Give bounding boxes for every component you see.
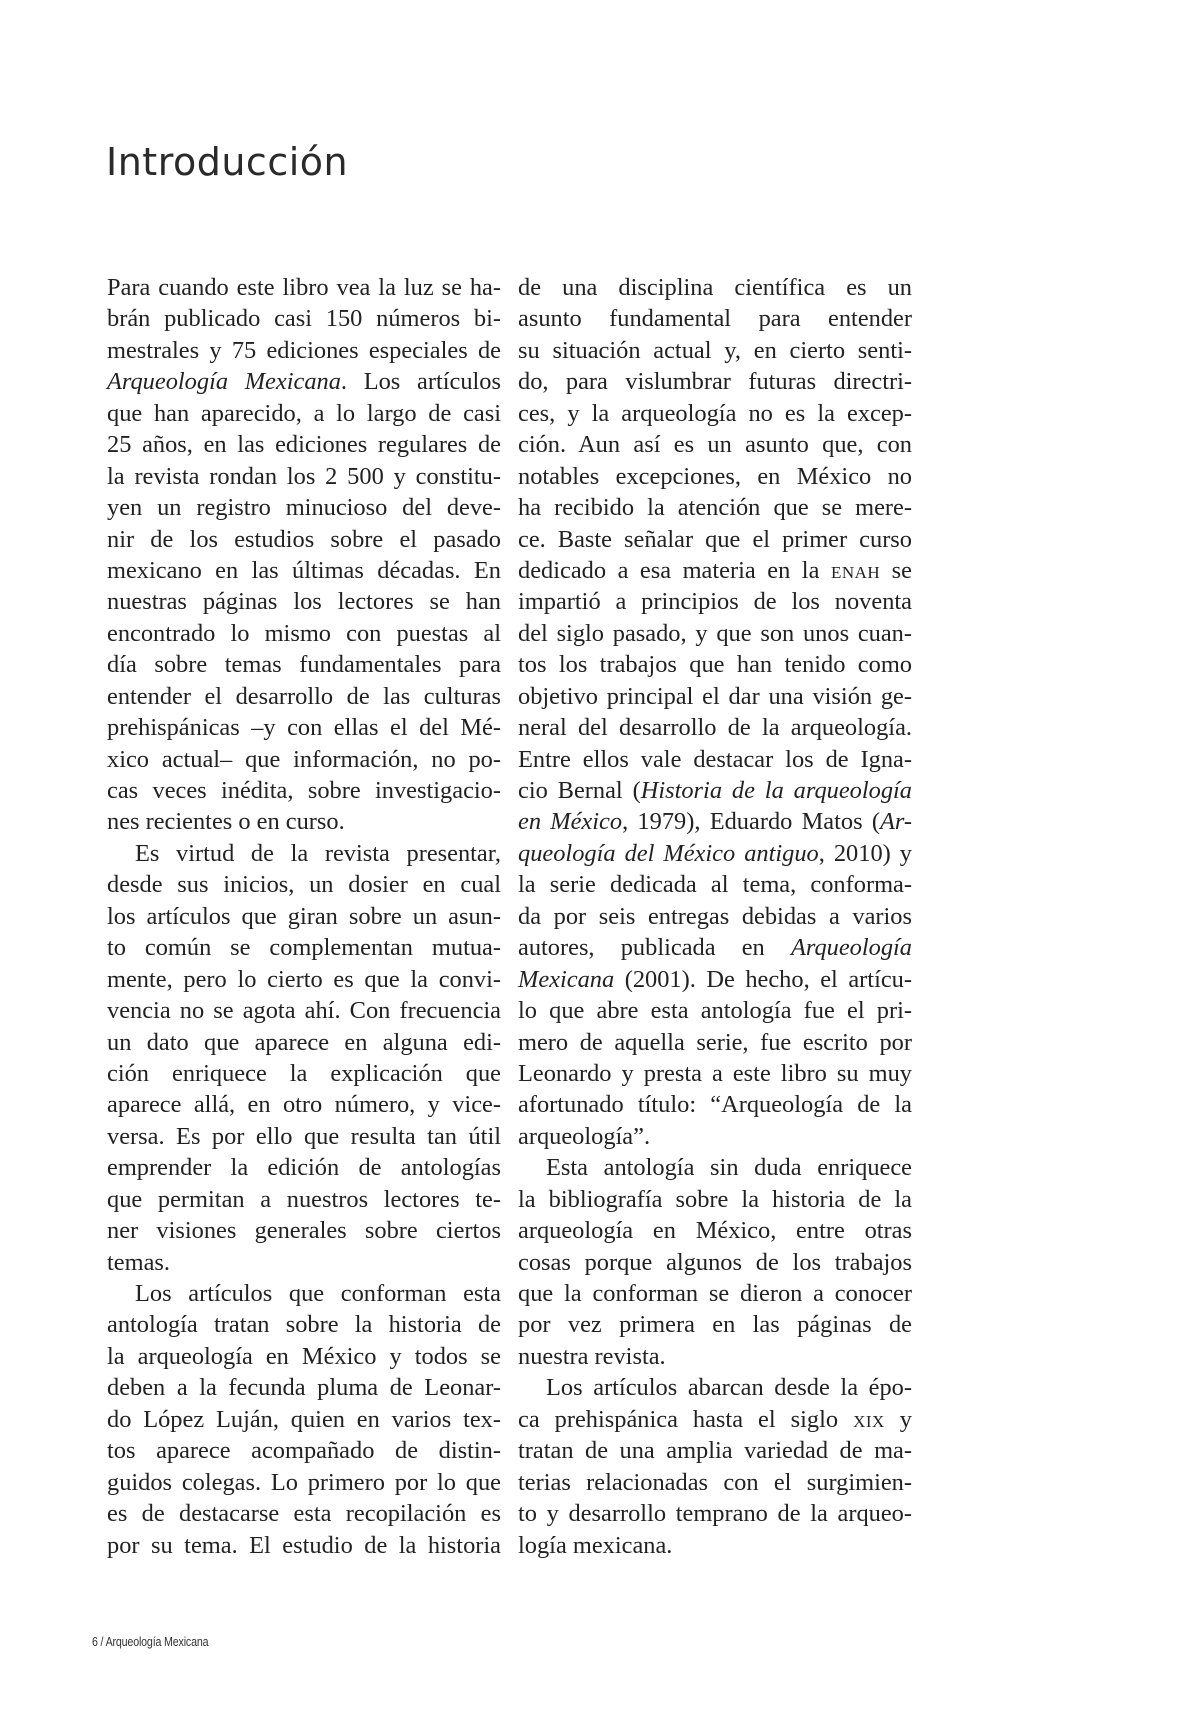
text-segment: encontrado lo mismo con puestas al xyxy=(107,619,501,647)
text-line xyxy=(107,303,501,334)
page-footer: 6 / Arqueología Mexicana xyxy=(92,1634,209,1649)
text-segment: tos los trabajos que han tenido como xyxy=(518,651,912,679)
text-segment: Los artículos abarcan desde la épo- xyxy=(546,1374,912,1402)
text-segment: mestrales y 75 ediciones especiales de xyxy=(107,336,501,364)
text-line xyxy=(518,586,912,617)
text-line xyxy=(107,806,501,837)
text-line xyxy=(518,744,912,775)
text-segment: nir de los estudios sobre el pasado xyxy=(107,525,501,553)
text-segment: da por seis entregas debidas a varios xyxy=(518,902,912,930)
text-line xyxy=(107,555,501,586)
text-segment: emprender la edición de antologías xyxy=(107,1154,501,1182)
text-line xyxy=(518,524,912,555)
text-segment: arqueología”. xyxy=(518,1122,651,1150)
text-line xyxy=(518,1058,912,1089)
text-line xyxy=(107,649,501,680)
italic-text: Historia de la arqueología xyxy=(640,777,912,804)
text-line xyxy=(518,1121,912,1152)
text-line xyxy=(518,964,912,995)
text-segment: es de destacarse esta recopilación es xyxy=(107,1500,501,1528)
text-segment: se xyxy=(880,556,913,584)
text-line xyxy=(518,1215,912,1246)
text-line xyxy=(107,901,501,932)
text-segment: to común se complementan mutua- xyxy=(107,934,501,962)
text-line xyxy=(107,995,501,1026)
text-line xyxy=(518,712,912,743)
text-segment: terias relacionadas con el surgimien- xyxy=(518,1468,912,1496)
text-segment: Para cuando este libro vea la luz se ha- xyxy=(107,274,501,301)
text-line xyxy=(518,775,912,806)
text-segment: de una disciplina científica es un xyxy=(518,274,912,301)
text-segment: aparece allá, en otro número, y vice- xyxy=(107,1091,501,1119)
text-line xyxy=(107,1121,501,1152)
text-line xyxy=(518,1152,912,1183)
text-segment: prehispánicas –y con ellas el del Mé- xyxy=(107,714,501,742)
text-line xyxy=(107,775,501,806)
text-line xyxy=(518,398,912,429)
italic-text: Arqueología xyxy=(790,934,912,962)
text-segment: (2001). De hecho, el artícu- xyxy=(614,965,912,993)
text-segment: la revista rondan los 2 500 y constitu- xyxy=(107,462,501,490)
text-line xyxy=(107,618,501,649)
text-line xyxy=(518,1341,912,1372)
text-line xyxy=(518,838,912,869)
text-segment: xico actual– que información, no po- xyxy=(107,745,501,773)
text-segment: arqueología en México, entre otras xyxy=(518,1217,912,1245)
italic-text: queología del México antiguo xyxy=(518,839,819,867)
text-line xyxy=(107,712,501,743)
text-line xyxy=(518,1372,912,1403)
text-line xyxy=(107,1530,501,1561)
text-line xyxy=(518,869,912,900)
text-segment: por vez primera en las páginas de xyxy=(518,1311,912,1339)
text-line xyxy=(107,524,501,555)
text-segment: asunto fundamental para entender xyxy=(518,305,912,333)
text-segment: autores, publicada en xyxy=(518,934,791,962)
text-segment: neral del desarrollo de la arqueología. xyxy=(518,714,912,742)
text-segment: que la conforman se dieron a conocer xyxy=(518,1280,912,1307)
text-segment: to y desarrollo temprano de la arqueo- xyxy=(518,1500,912,1528)
text-line xyxy=(107,1435,501,1466)
text-segment: la bibliografía sobre la historia de la xyxy=(518,1185,912,1213)
text-line xyxy=(107,1058,501,1089)
text-line xyxy=(107,1247,501,1278)
text-segment: temas. xyxy=(107,1248,170,1276)
text-segment: do López Luján, quien en varios tex- xyxy=(107,1405,501,1433)
text-segment: entender el desarrollo de las culturas xyxy=(107,682,501,710)
text-line xyxy=(518,1467,912,1498)
text-segment: del siglo pasado, y que son unos cuan- xyxy=(518,619,912,647)
text-segment: ción. Aun así es un asunto que, con xyxy=(518,431,912,459)
text-line xyxy=(518,649,912,680)
text-line xyxy=(518,901,912,932)
text-line xyxy=(518,1435,912,1466)
text-segment: nuestras páginas los lectores se han xyxy=(107,588,501,616)
text-segment: guidos colegas. Lo primero por lo que xyxy=(107,1468,501,1496)
text-line xyxy=(518,1498,912,1529)
text-line xyxy=(107,429,501,460)
text-segment: afortunado título: “Arqueología de la xyxy=(518,1091,912,1119)
text-line xyxy=(518,1247,912,1278)
text-line xyxy=(518,1089,912,1120)
text-segment: que han aparecido, a lo largo de casi xyxy=(107,399,501,427)
text-line xyxy=(518,429,912,460)
italic-text: Mexicana xyxy=(518,965,615,993)
text-segment: la arqueología en México y todos se xyxy=(107,1342,501,1370)
text-segment: ces, y la arqueología no es la excep- xyxy=(518,399,912,427)
text-line xyxy=(107,1309,501,1340)
text-line xyxy=(518,272,912,303)
text-segment: cosas porque algunos de los trabajos xyxy=(518,1248,912,1276)
text-line xyxy=(518,806,912,837)
text-line xyxy=(107,681,501,712)
text-line xyxy=(518,681,912,712)
text-segment: por su tema. El estudio de la historia xyxy=(107,1531,501,1559)
smallcaps-text: enah xyxy=(830,556,881,584)
text-segment: la serie dedicada al tema, conforma- xyxy=(518,871,912,899)
text-line xyxy=(107,1027,501,1058)
text-segment: mexicano en las últimas décadas. En xyxy=(107,556,501,584)
text-segment: logía mexicana. xyxy=(518,1531,673,1559)
italic-text: Arqueología Mexicana xyxy=(107,368,341,396)
text-segment: . Los artículos xyxy=(340,368,501,396)
text-line xyxy=(518,335,912,366)
text-line xyxy=(518,1530,912,1561)
text-segment: y xyxy=(884,1405,912,1433)
text-segment: desde sus inicios, un dosier en cual xyxy=(107,871,501,899)
text-line xyxy=(107,461,501,492)
text-segment: un dato que aparece en alguna edi- xyxy=(107,1028,501,1056)
text-segment: ce. Baste señalar que el primer curso xyxy=(518,525,912,553)
text-line xyxy=(518,492,912,523)
text-segment: Leonardo y presta a este libro su muy xyxy=(518,1059,912,1087)
page-title: Introducción xyxy=(106,140,349,184)
text-segment: lo que abre esta antología fue el pri- xyxy=(518,997,912,1025)
text-line xyxy=(107,1152,501,1183)
text-line xyxy=(518,1278,912,1309)
text-line xyxy=(107,1341,501,1372)
text-segment: ca prehispánica hasta el siglo xyxy=(518,1405,854,1433)
text-line xyxy=(107,1372,501,1403)
text-segment: que permitan a nuestros lectores te- xyxy=(107,1185,501,1213)
text-segment: ción enriquece la explicación que xyxy=(107,1059,501,1087)
text-segment: deben a la fecunda pluma de Leonar- xyxy=(107,1374,501,1402)
text-line xyxy=(518,995,912,1026)
text-line xyxy=(107,1089,501,1120)
text-column-left xyxy=(107,272,501,1561)
text-segment: Entre ellos vale destacar los de Igna- xyxy=(518,745,912,773)
smallcaps-text: xix xyxy=(853,1405,885,1433)
text-segment: 25 años, en las ediciones regulares de xyxy=(107,431,501,459)
text-line xyxy=(518,1309,912,1340)
text-line xyxy=(107,1184,501,1215)
text-line xyxy=(107,932,501,963)
text-column-right xyxy=(518,272,912,1561)
text-line xyxy=(107,964,501,995)
text-line xyxy=(107,1498,501,1529)
text-line xyxy=(107,1278,501,1309)
text-segment: su situación actual y, en cierto senti- xyxy=(518,336,912,364)
text-line xyxy=(518,461,912,492)
text-segment: , 1979), Eduardo Matos ( xyxy=(622,808,880,836)
text-segment: día sobre temas fundamentales para xyxy=(107,651,501,679)
text-segment: do, para vislumbrar futuras directri- xyxy=(518,368,912,396)
text-line xyxy=(518,1404,912,1435)
text-segment: ha recibido la atención que se mere- xyxy=(518,494,912,522)
text-segment: Es virtud de la revista presentar, xyxy=(135,839,501,867)
text-segment: cas veces inédita, sobre investigacio- xyxy=(107,777,501,804)
text-line xyxy=(107,586,501,617)
text-segment: ner visiones generales sobre ciertos xyxy=(107,1217,501,1245)
text-line xyxy=(518,555,912,586)
text-segment: nes recientes o en curso. xyxy=(107,808,345,836)
text-segment: nuestra revista. xyxy=(518,1342,666,1370)
text-segment: brán publicado casi 150 números bi- xyxy=(107,305,501,333)
text-segment: yen un registro minucioso del deve- xyxy=(107,494,501,522)
italic-text: en México xyxy=(518,808,623,836)
text-line xyxy=(518,1027,912,1058)
text-segment: vencia no se agota ahí. Con frecuencia xyxy=(107,997,501,1025)
text-segment: versa. Es por ello que resulta tan útil xyxy=(107,1122,501,1150)
text-segment: notables excepciones, en México no xyxy=(518,462,912,490)
italic-text: Ar- xyxy=(879,808,912,836)
text-line xyxy=(107,335,501,366)
text-segment: los artículos que giran sobre un asun- xyxy=(107,902,501,930)
text-line xyxy=(107,1467,501,1498)
text-line xyxy=(107,744,501,775)
text-line xyxy=(107,869,501,900)
text-segment: cio Bernal ( xyxy=(518,777,641,804)
text-line xyxy=(107,1404,501,1435)
text-segment: dedicado a esa materia en la xyxy=(518,556,831,584)
text-line xyxy=(107,272,501,303)
text-line xyxy=(518,1184,912,1215)
text-segment: mero de aquella serie, fue escrito por xyxy=(518,1028,912,1056)
text-line xyxy=(107,398,501,429)
text-segment: Esta antología sin duda enriquece xyxy=(546,1154,912,1182)
text-segment: objetivo principal el dar una visión ge- xyxy=(518,682,912,710)
text-line xyxy=(518,618,912,649)
text-segment: antología tratan sobre la historia de xyxy=(107,1311,501,1339)
text-line xyxy=(107,492,501,523)
text-line xyxy=(107,366,501,397)
text-line xyxy=(518,366,912,397)
text-segment: impartió a principios de los noventa xyxy=(518,588,912,616)
text-line xyxy=(518,303,912,334)
text-line xyxy=(107,838,501,869)
text-segment: mente, pero lo cierto es que la convi- xyxy=(107,965,501,993)
text-segment: , 2010) y xyxy=(818,839,912,867)
text-segment: tos aparece acompañado de distin- xyxy=(107,1437,501,1465)
text-line xyxy=(107,1215,501,1246)
text-segment: Los artículos que conforman esta xyxy=(135,1280,501,1307)
text-segment: tratan de una amplia variedad de ma- xyxy=(518,1437,912,1465)
text-line xyxy=(518,932,912,963)
